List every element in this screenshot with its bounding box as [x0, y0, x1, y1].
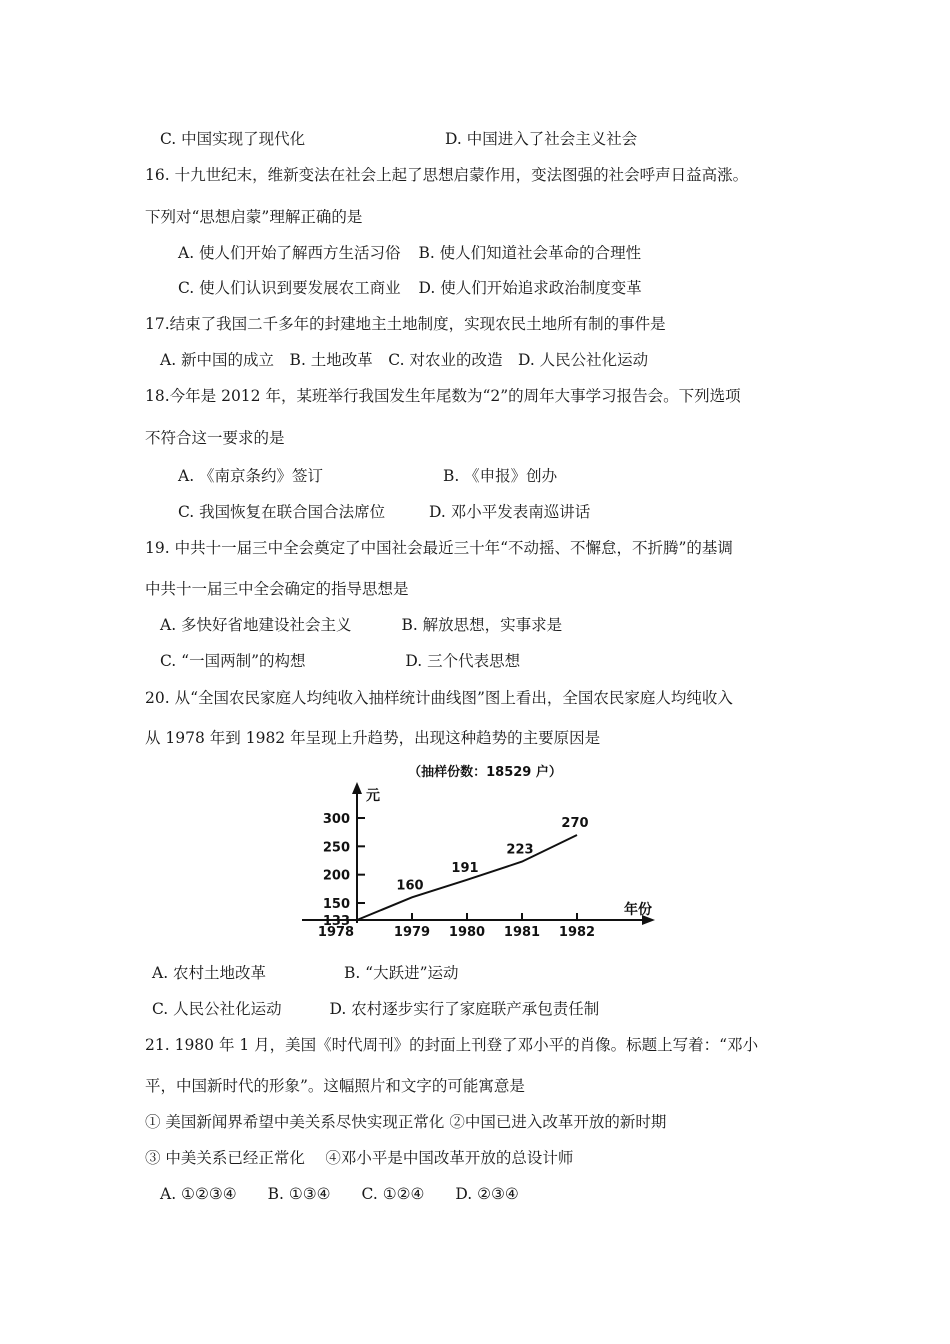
- q21-item-line2: ③ 中美关系已经正常化 ④邓小平是中国改革开放的总设计师: [145, 1149, 574, 1167]
- q21-stem-line2: 平，中国新时代的形象”。这幅照片和文字的可能寓意是: [145, 1077, 525, 1095]
- y-tick-label: 150: [322, 897, 350, 912]
- x-tick-label: 1978: [317, 925, 355, 940]
- chart-title: （抽样份数：18529 户）: [408, 765, 562, 780]
- x-tick-label: 1979: [393, 925, 431, 940]
- q19-option-d: D. 三个代表思想: [405, 652, 521, 670]
- y-tick-label: 133: [322, 914, 350, 929]
- q18-option-c: C. 我国恢复在联合国合法席位: [178, 503, 386, 521]
- x-tick-label: 1982: [558, 925, 596, 940]
- q16-option-c: C. 使人们认识到要发展农工商业: [178, 279, 401, 297]
- q16-option-b: B. 使人们知道社会革命的合理性: [418, 244, 642, 262]
- q19-option-b: B. 解放思想，实事求是: [401, 616, 563, 634]
- q18-option-d: D. 邓小平发表南巡讲话: [429, 503, 591, 521]
- q19-stem-line1: 19. 中共十一届三中全会奠定了中国社会最近三十年“不动摇、不懈怠，不折腾”的基调: [145, 539, 733, 557]
- y-tick-label: 300: [322, 812, 350, 827]
- q20-option-b: B. “大跃进”运动: [343, 964, 459, 982]
- q17-stem: 17.结束了我国二千多年的封建地主土地制度，实现农民土地所有制的事件是: [145, 315, 666, 333]
- x-tick-label: 1981: [503, 925, 541, 940]
- data-label: 191: [451, 860, 479, 876]
- q21-item-line1: ① 美国新闻界希望中美关系尽快实现正常化 ②中国已进入改革开放的新时期: [145, 1113, 667, 1131]
- q15-option-d: D. 中国进入了社会主义社会: [445, 130, 638, 148]
- q20-option-c: C. 人民公社化运动: [152, 1000, 282, 1018]
- q19-option-c: C. “一国两制”的构想: [160, 652, 306, 670]
- q19-option-a: A. 多快好省地建设社会主义: [160, 616, 352, 634]
- q20-stem-line1: 20. 从“全国农民家庭人均纯收入抽样统计曲线图”图上看出，全国农民家庭人均纯收入: [145, 689, 733, 707]
- q18-stem-line2: 不符合这一要求的是: [145, 429, 285, 447]
- q15-option-c: C. 中国实现了现代化: [160, 130, 306, 148]
- q18-option-b: B. 《申报》创办: [442, 467, 558, 485]
- q21-stem-line1: 21. 1980 年 1 月，美国《时代周刊》的封面上刊登了邓小平的肖像。标题上写着：“邓小: [145, 1036, 759, 1054]
- q16-option-d: D. 使人们开始追求政治制度变革: [418, 279, 642, 297]
- y-tick-label: 250: [322, 840, 350, 856]
- q20-stem-line2: 从 1978 年到 1982 年呈现上升趋势，出现这种趋势的主要原因是: [145, 729, 601, 747]
- q21-options: A. ①②③④ B. ①③④ C. ①②④ D. ②③④: [160, 1185, 519, 1203]
- income-line-chart: [300, 760, 665, 945]
- x-tick-label: 1980: [448, 925, 486, 940]
- data-label: 160: [396, 878, 424, 894]
- y-axis-label: 元: [366, 788, 380, 804]
- q18-option-a: A. 《南京条约》签订: [178, 467, 324, 485]
- data-label: 223: [506, 842, 534, 858]
- q17-options: A. 新中国的成立 B. 土地改革 C. 对农业的改造 D. 人民公社化运动: [160, 351, 649, 369]
- q16-option-a: A. 使人们开始了解西方生活习俗: [178, 244, 401, 262]
- series-line: [357, 835, 577, 920]
- y-tick-label: 200: [322, 868, 350, 884]
- q20-option-d: D. 农村逐步实行了家庭联产承包责任制: [329, 1000, 600, 1018]
- y-axis-arrow: [352, 782, 362, 794]
- data-label: 270: [561, 816, 589, 831]
- q16-stem-line1: 16. 十九世纪末，维新变法在社会上起了思想启蒙作用，变法图强的社会呼声日益高涨。: [145, 166, 749, 184]
- q19-stem-line2: 中共十一届三中全会确定的指导思想是: [145, 580, 409, 598]
- q18-stem-line1: 18.今年是 2012 年，某班举行我国发生年尾数为“2”的周年大事学习报告会。下列选项: [145, 387, 741, 405]
- q20-option-a: A. 农村土地改革: [152, 964, 267, 982]
- x-axis-label: 年份: [624, 902, 652, 918]
- q16-stem-line2: 下列对“思想启蒙”理解正确的是: [145, 208, 363, 226]
